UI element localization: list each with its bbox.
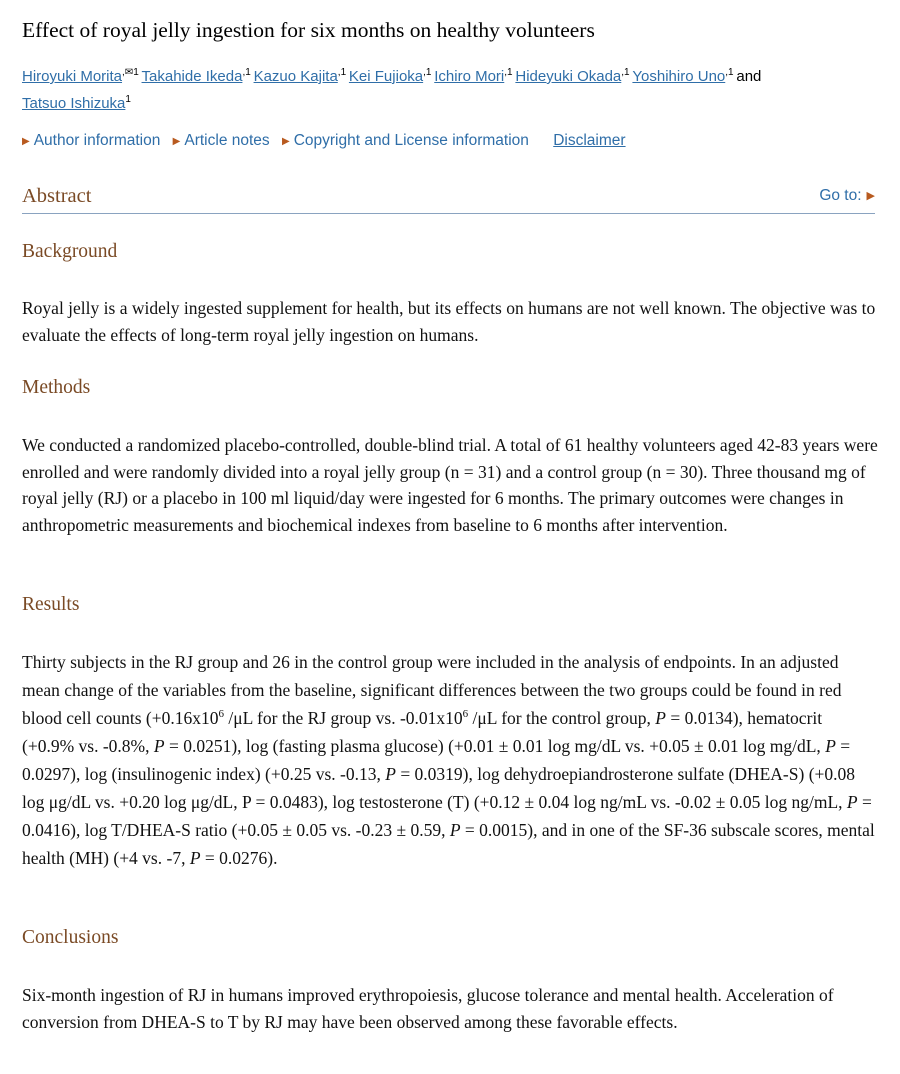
conclusions-heading: Conclusions <box>22 927 119 948</box>
author-link[interactable]: Yoshihiro Uno <box>632 68 726 85</box>
author-link[interactable]: Takahide Ikeda <box>141 68 243 85</box>
triangle-right-icon: ▶ <box>22 136 30 147</box>
authors-conjunction: and <box>736 68 762 85</box>
author-affiliation: ,1 <box>242 67 254 78</box>
methods-text: We conducted a randomized placebo-controlled, double-blind trial. A total of 61 healthy volunteers aged 42-83 years were enrolled and were randomly divided into a royal jelly group (n = 31) and a control group (n = 30). Three thousand mg of royal jelly (RJ) or a placebo in 100 ml liquid/day were ingested for 6 months. The primary outcomes were changes in anthropometric measurements and biochemical indexes from baseline to 6 months after intervention. <box>22 435 878 535</box>
results-text: Thirty subjects in the RJ group and 26 in the control group were included in the analysis of endpoints. In an adjusted mean change of the variables from the baseline, significant differences between the two groups could be found in red blood cell counts ($+0.16x10^6$ /μL for the RJ group vs. $-0.01x10^6$ /μL for the control group, P = 0.0134), hematocrit (+0.9% vs. -0.8%, P = 0.0251), log (fasting plasma glucose) (+0.01 ± 0.01 log mg/dL vs. +0.05 ± 0.01 log mg/dL, P = 0.0297), log (insulinogenic index) (+0.25 vs. -0.13, P = 0.0319), log dehydroepiandrosterone sulfate (DHEA-S) (+0.08 log μg/dL vs. +0.20 log μg/dL, P = 0.0483), log testosterone (T) (+0.12 ± 0.04 log ng/mL vs. -0.02 ± 0.05 log ng/mL, P = 0.0416), log T/DHEA-S ratio (+0.05 ± 0.05 vs. -0.23 ± 0.59, P = 0.0015), and in one of the SF-36 subscale scores, mental health (MH) (+4 vs. -7, P = 0.0276). <box>22 652 875 868</box>
author-affiliation: ,1 <box>725 67 737 78</box>
author-affiliation: ,1 <box>621 67 633 78</box>
methods-heading: Methods <box>22 377 91 398</box>
copyright-toggle[interactable]: ▶ Copyright and License information <box>281 132 529 149</box>
author-affiliation: ,✉1 <box>122 67 142 78</box>
triangle-right-icon: ▶ <box>866 190 875 202</box>
author-affiliation: ,1 <box>504 67 516 78</box>
author-link[interactable]: Tatsuo Ishizuka <box>22 95 126 112</box>
author-link[interactable]: Hideyuki Okada <box>515 68 622 85</box>
disclaimer-link[interactable]: Disclaimer <box>553 132 626 149</box>
article-title: Effect of royal jelly ingestion for six months on healthy volunteers <box>22 18 595 42</box>
author-link[interactable]: Ichiro Mori <box>434 68 505 85</box>
author-information-toggle[interactable]: ▶ Author information <box>22 132 161 149</box>
abstract-header <box>22 185 875 214</box>
article-info-links <box>22 132 626 150</box>
author-affiliation: ,1 <box>423 67 435 78</box>
author-affiliation: 1 <box>125 94 131 105</box>
goto-menu[interactable]: Go to: ▶ <box>819 187 875 204</box>
author-affiliation: ,1 <box>337 67 349 78</box>
results-heading: Results <box>22 594 80 615</box>
triangle-right-icon: ▶ <box>172 136 181 147</box>
triangle-right-icon: ▶ <box>281 136 290 147</box>
article-notes-toggle[interactable]: ▶ Article notes <box>172 132 270 149</box>
background-text: Royal jelly is a widely ingested supplement for health, but its effects on humans are not well known. The objective was to evaluate the effects of long-term royal jelly ingestion on humans. <box>22 298 876 345</box>
author-link[interactable]: Kazuo Kajita <box>253 68 338 85</box>
author-list <box>22 63 878 117</box>
author-link[interactable]: Kei Fujioka <box>348 68 424 85</box>
abstract-heading: Abstract <box>22 185 92 207</box>
conclusions-text: Six-month ingestion of RJ in humans improved erythropoiesis, glucose tolerance and mental health. Acceleration of conversion from DHEA-S to T by RJ may have been observed among these favorable effects. <box>22 985 834 1032</box>
author-link[interactable]: Hiroyuki Morita <box>22 68 123 85</box>
background-heading: Background <box>22 241 118 262</box>
